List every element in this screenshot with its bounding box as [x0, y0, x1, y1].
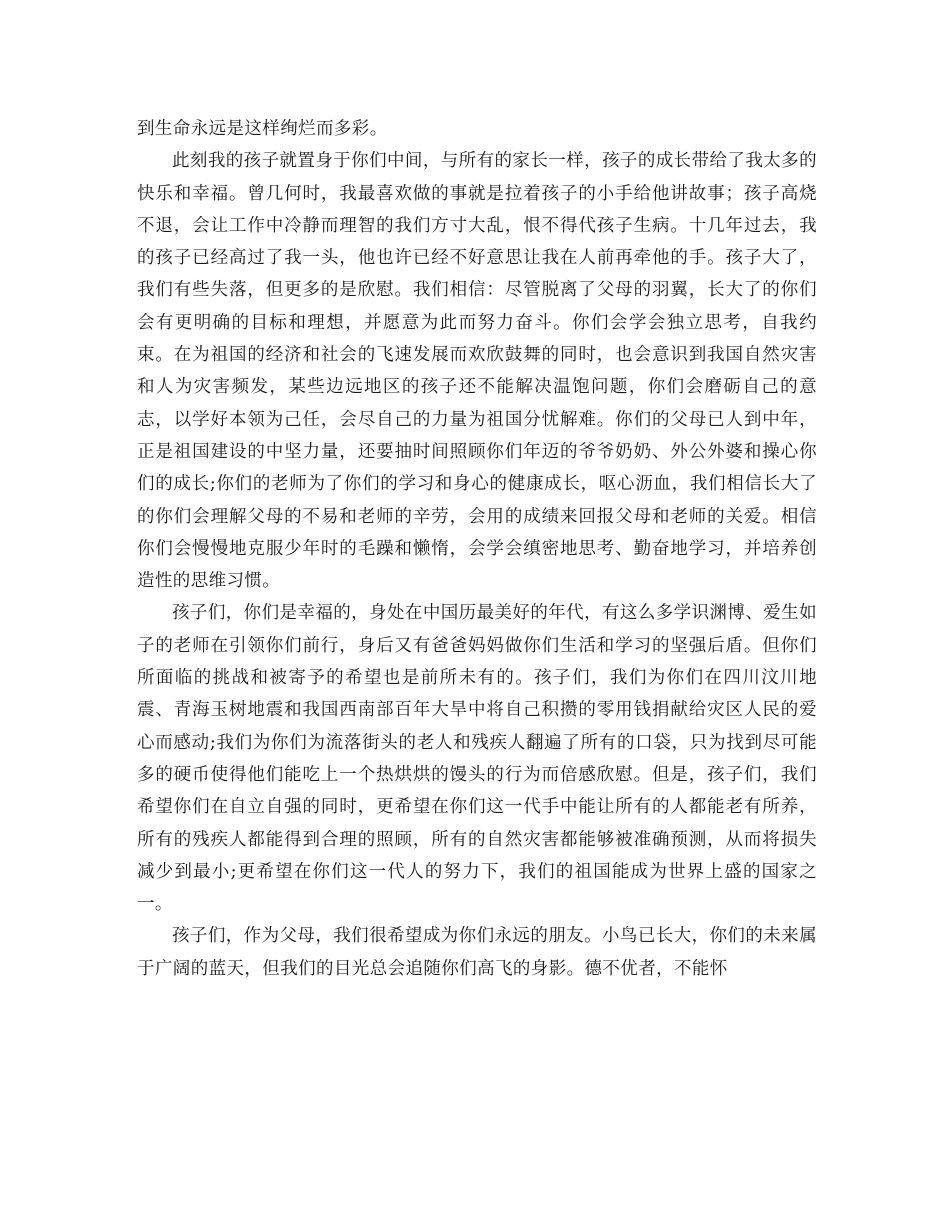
- paragraph-growth: 此刻我的孩子就置身于你们中间，与所有的家长一样，孩子的成长带给了我太多的快乐和幸福。曾几何时，我最喜欢做的事就是拉着孩子的小手给他讲故事；孩子高烧不退，会让工作中冷静而理智的我们方寸大乱，恨不得代孩子生病。十几年过去，我的孩子已经高过了我一头，他也许已经不好意思让我在人前再牵他的手。孩子大了，我们有些失落，但更多的是欣慰。我们相信：尽管脱离了父母的羽翼，长大了的你们会有更明确的目标和理想，并愿意为此而努力奋斗。你们会学会独立思考，自我约束。在为祖国的经济和社会的飞速发展而欢欣鼓舞的同时，也会意识到我国自然灾害和人为灾害频发，某些边远地区的孩子还不能解决温饱问题，你们会磨砺自己的意志，以学好本领为己任，会尽自己的力量为祖国分忧解难。你们的父母已人到中年，正是祖国建设的中坚力量，还要抽时间照顾你们年迈的爷爷奶奶、外公外婆和操心你们的成长;你们的老师为了你们的学习和身心的健康成长，呕心沥血，我们相信长大了的你们会理解父母的不易和老师的辛劳，会用的成绩来回报父母和老师的关爱。相信你们会慢慢地克服少年时的毛躁和懒惰，会学会缜密地思考、勤奋地学习，并培养创造性的思维习惯。: [137, 151, 817, 592]
- document-body: [137, 113, 817, 985]
- paragraph-continuation: 到生命永远是这样绚烂而多彩。: [137, 119, 388, 139]
- paragraph-happiness: 孩子们，你们是幸福的，身处在中国历最美好的年代，有这么多学识渊博、爱生如子的老师在引领你们前行，身后又有爸爸妈妈做你们生活和学习的坚强后盾。但你们所面临的挑战和被寄予的希望也是前所未有的。孩子们，我们为你们在四川汶川地震、青海玉树地震和我国西南部百年大旱中将自己积攒的零用钱捐献给灾区人民的爱心而感动;我们为你们为流落街头的老人和残疾人翻遍了所有的口袋，只为找到尽可能多的硬币使得他们能吃上一个热烘烘的馒头的行为而倍感欣慰。但是，孩子们，我们希望你们在自立自强的同时，更希望在你们这一代手中能让所有的人都能老有所养，所有的残疾人都能得到合理的照顾，所有的自然灾害都能够被准确预测，从而将损失减少到最小;更希望在你们这一代人的努力下，我们的祖国能成为世界上盛的国家之一。: [137, 603, 817, 915]
- paragraph-friends: 孩子们，作为父母，我们很希望成为你们永远的朋友。小鸟已长大，你们的未来属于广阔的蓝天，但我们的目光总会追随你们高飞的身影。德不优者，不能怀: [137, 926, 817, 979]
